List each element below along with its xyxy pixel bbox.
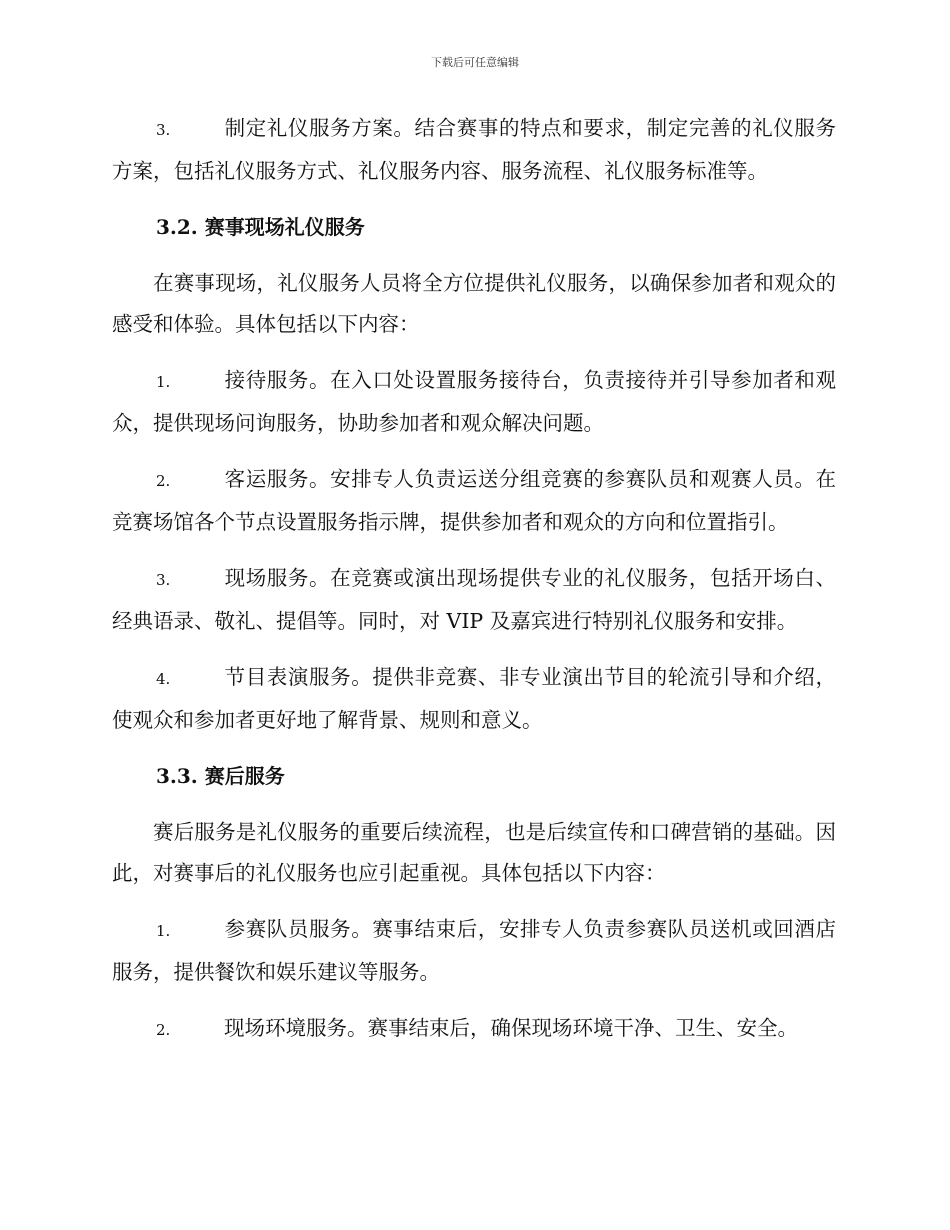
list-item — [112, 909, 836, 993]
list-item-text: 节目表演服务。提供非竞赛、非专业演出节目的轮流引导和介绍，使观众和参加者更好地了解背景、规则和意义。 — [112, 665, 836, 732]
list-item — [112, 459, 836, 543]
list-item-text: 参赛队员服务。赛事结束后，安排专人负责参赛队员送机或回酒店服务，提供餐饮和娱乐建议等服务。 — [112, 917, 836, 984]
list-number: 4. — [156, 670, 171, 688]
list-item-text: 现场服务。在竞赛或演出现场提供专业的礼仪服务，包括开场白、经典语录、敬礼、提倡等。同时，对 VIP 及嘉宾进行特别礼仪服务和安排。 — [112, 566, 836, 633]
section-heading: 3.2. 赛事现场礼仪服务 — [156, 215, 365, 239]
list-number: 1. — [156, 922, 171, 940]
list-item-text: 现场环境服务。赛事结束后，确保现场环境干净、卫生、安全。 — [224, 1016, 798, 1040]
list-item — [112, 657, 836, 741]
list-number: 3. — [156, 571, 171, 589]
list-number: 2. — [156, 472, 171, 490]
list-item-text: 制定礼仪服务方案。结合赛事的特点和要求，制定完善的礼仪服务方案，包括礼仪服务方式、礼仪服务内容、服务流程、礼仪服务标准等。 — [112, 116, 836, 183]
list-item-text: 客运服务。安排专人负责运送分组竞赛的参赛队员和观赛人员。在竞赛场馆各个节点设置服务指示牌，提供参加者和观众的方向和位置指引。 — [112, 467, 836, 534]
list-item — [112, 558, 836, 642]
paragraph: 赛后服务是礼仪服务的重要后续流程，也是后续宣传和口碑营销的基础。因此，对赛事后的礼仪服务也应引起重视。具体包括以下内容： — [112, 820, 836, 885]
document-body — [112, 108, 836, 1066]
page-header: 下载后可任意编辑 — [431, 56, 519, 69]
list-item — [112, 1008, 836, 1051]
list-number: 3. — [156, 121, 171, 139]
list-item — [112, 108, 836, 192]
paragraph: 在赛事现场，礼仪服务人员将全方位提供礼仪服务，以确保参加者和观众的感受和体验。具体包括以下内容： — [112, 271, 836, 336]
list-number: 1. — [156, 373, 171, 391]
list-item — [112, 360, 836, 444]
list-item-text: 接待服务。在入口处设置服务接待台，负责接待并引导参加者和观众，提供现场问询服务，协助参加者和观众解决问题。 — [112, 368, 836, 435]
section-heading: 3.3. 赛后服务 — [156, 764, 285, 788]
list-number: 2. — [156, 1021, 171, 1039]
